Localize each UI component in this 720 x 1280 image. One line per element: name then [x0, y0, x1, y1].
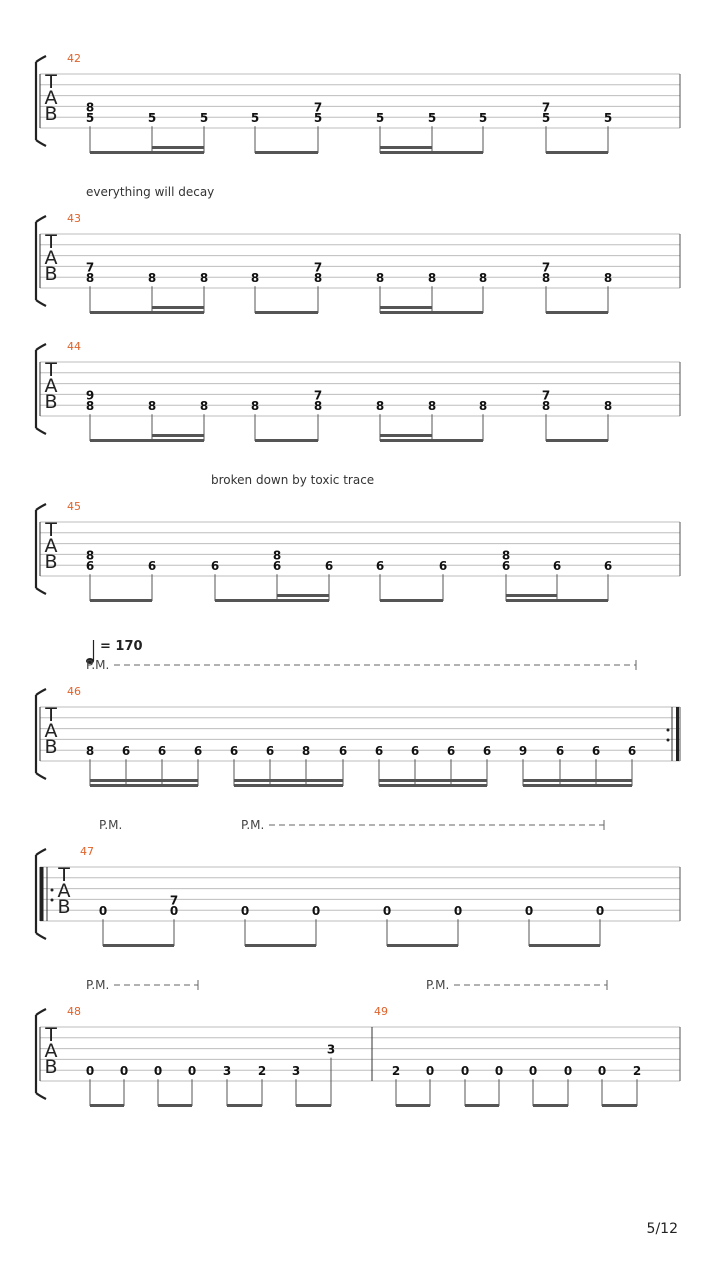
fret-number: 6	[410, 744, 420, 759]
repeat-dot	[51, 899, 54, 902]
beam	[234, 784, 343, 787]
fret-number: 6	[375, 559, 385, 574]
fret-number: 7	[313, 100, 323, 115]
tab-clef-letter: B	[44, 551, 58, 573]
beam	[506, 599, 608, 602]
fret-number: 8	[375, 271, 385, 286]
fret-number: 6	[338, 744, 348, 759]
tab-clef-letter: A	[44, 1040, 58, 1062]
fret-number: 8	[85, 399, 95, 414]
fret-number: 5	[427, 111, 437, 126]
fret-number: 6	[229, 744, 239, 759]
fret-number: 8	[603, 271, 613, 286]
fret-number: 5	[313, 111, 323, 126]
fret-number: 0	[528, 1064, 538, 1079]
lyric-line: everything will decay	[86, 185, 215, 199]
tab-clef-letter: T	[45, 71, 57, 93]
beam	[506, 594, 557, 597]
fret-number: 9	[518, 744, 528, 759]
beam	[380, 434, 432, 437]
beam	[602, 1104, 637, 1107]
tab-clef-letter: A	[44, 87, 58, 109]
beam	[255, 311, 318, 314]
fret-number: 3	[326, 1042, 336, 1057]
palm-mute-label: P.M.	[86, 658, 110, 672]
fret-number: 6	[555, 744, 565, 759]
palm-mute-label: P.M.	[99, 818, 123, 832]
fret-number: 6	[121, 744, 131, 759]
measure-number: 46	[67, 685, 81, 698]
fret-number: 5	[85, 111, 95, 126]
fret-number: 8	[250, 271, 260, 286]
beam	[90, 311, 204, 314]
fret-number: 6	[374, 744, 384, 759]
beam	[523, 784, 632, 787]
fret-number: 8	[478, 271, 488, 286]
fret-number: 0	[460, 1064, 470, 1079]
tab-clef-letter: T	[45, 519, 57, 541]
beam	[296, 1104, 331, 1107]
fret-number: 2	[632, 1064, 642, 1079]
beam	[533, 1104, 568, 1107]
measure-number: 42	[67, 52, 81, 65]
fret-number: 8	[313, 271, 323, 286]
beam	[227, 1104, 262, 1107]
beam	[103, 944, 174, 947]
fret-number: 0	[595, 904, 605, 919]
fret-number: 0	[425, 1064, 435, 1079]
fret-number: 8	[85, 271, 95, 286]
beam	[90, 1104, 124, 1107]
tab-clef-letter: A	[44, 375, 58, 397]
fret-number: 7	[313, 260, 323, 275]
fret-number: 9	[85, 388, 95, 403]
fret-number: 5	[478, 111, 488, 126]
palm-mute-label: P.M.	[86, 978, 110, 992]
beam	[380, 311, 483, 314]
palm-mute-label: P.M.	[426, 978, 450, 992]
beam	[546, 151, 608, 154]
fret-number: 3	[222, 1064, 232, 1079]
repeat-dot	[51, 889, 54, 892]
fret-number: 8	[85, 548, 95, 563]
fret-number: 5	[603, 111, 613, 126]
fret-number: 7	[85, 260, 95, 275]
beam	[380, 151, 483, 154]
fret-number: 8	[199, 271, 209, 286]
fret-number: 6	[446, 744, 456, 759]
beam	[380, 306, 432, 309]
beam	[152, 306, 204, 309]
fret-number: 8	[603, 399, 613, 414]
fret-number: 8	[147, 399, 157, 414]
beam	[158, 1104, 192, 1107]
beam	[90, 439, 204, 442]
fret-number: 8	[541, 399, 551, 414]
fret-number: 7	[541, 100, 551, 115]
fret-number: 6	[193, 744, 203, 759]
fret-number: 6	[591, 744, 601, 759]
tab-clef-letter: B	[44, 263, 58, 285]
fret-number: 6	[627, 744, 637, 759]
measure-number: 48	[67, 1005, 81, 1018]
fret-number: 0	[153, 1064, 163, 1079]
fret-number: 6	[85, 559, 95, 574]
fret-number: 8	[250, 399, 260, 414]
beam	[379, 779, 487, 782]
fret-number: 8	[427, 271, 437, 286]
fret-number: 6	[501, 559, 511, 574]
fret-number: 8	[147, 271, 157, 286]
repeat-end-bar	[676, 707, 679, 761]
fret-number: 8	[478, 399, 488, 414]
tab-clef-letter: A	[44, 247, 58, 269]
tab-clef-letter: B	[57, 896, 71, 918]
tempo-value: = 170	[100, 639, 143, 654]
fret-number: 5	[147, 111, 157, 126]
beam	[152, 434, 204, 437]
fret-number: 0	[187, 1064, 197, 1079]
palm-mute-label: P.M.	[241, 818, 265, 832]
beam	[245, 944, 316, 947]
fret-number: 5	[541, 111, 551, 126]
fret-number: 8	[313, 399, 323, 414]
fret-number: 0	[169, 904, 179, 919]
fret-number: 6	[552, 559, 562, 574]
fret-number: 0	[240, 904, 250, 919]
fret-number: 6	[272, 559, 282, 574]
tab-clef-letter: A	[44, 720, 58, 742]
fret-number: 3	[291, 1064, 301, 1079]
fret-number: 6	[210, 559, 220, 574]
fret-number: 6	[157, 744, 167, 759]
beam	[255, 439, 318, 442]
repeat-start-bar	[40, 867, 44, 921]
beam	[380, 439, 483, 442]
fret-number: 5	[375, 111, 385, 126]
fret-number: 6	[324, 559, 334, 574]
beam	[90, 599, 152, 602]
tab-clef-letter: B	[44, 1056, 58, 1078]
repeat-dot	[667, 729, 670, 732]
beam	[546, 311, 608, 314]
beam	[396, 1104, 430, 1107]
fret-number: 8	[375, 399, 385, 414]
fret-number: 7	[541, 388, 551, 403]
tab-clef-letter: T	[45, 359, 57, 381]
fret-number: 5	[250, 111, 260, 126]
fret-number: 0	[453, 904, 463, 919]
beam	[90, 151, 204, 154]
fret-number: 5	[199, 111, 209, 126]
fret-number: 8	[85, 744, 95, 759]
fret-number: 2	[391, 1064, 401, 1079]
beam	[380, 599, 443, 602]
tab-clef-letter: T	[45, 1024, 57, 1046]
fret-number: 8	[501, 548, 511, 563]
tab-clef-letter: T	[45, 231, 57, 253]
beam	[277, 594, 329, 597]
tab-clef-letter: B	[44, 736, 58, 758]
beam	[215, 599, 329, 602]
beam	[387, 944, 458, 947]
fret-number: 0	[382, 904, 392, 919]
fret-number: 8	[301, 744, 311, 759]
tab-clef-letter: T	[45, 704, 57, 726]
beam	[152, 146, 204, 149]
repeat-dot	[667, 739, 670, 742]
tab-clef-letter: B	[44, 391, 58, 413]
tab-clef-letter: T	[58, 864, 70, 886]
fret-number: 6	[147, 559, 157, 574]
measure-number: 47	[80, 845, 94, 858]
fret-number: 8	[541, 271, 551, 286]
fret-number: 0	[119, 1064, 129, 1079]
fret-number: 7	[541, 260, 551, 275]
fret-number: 8	[272, 548, 282, 563]
fret-number: 0	[524, 904, 534, 919]
fret-number: 7	[169, 893, 179, 908]
fret-number: 0	[563, 1064, 573, 1079]
tab-clef-letter: A	[57, 880, 71, 902]
beam	[90, 784, 198, 787]
beam	[546, 439, 608, 442]
fret-number: 8	[199, 399, 209, 414]
fret-number: 0	[98, 904, 108, 919]
lyric-line: broken down by toxic trace	[211, 473, 375, 487]
fret-number: 0	[597, 1064, 607, 1079]
fret-number: 8	[427, 399, 437, 414]
beam	[90, 779, 198, 782]
page-number: 5/12	[646, 1221, 678, 1237]
fret-number: 7	[313, 388, 323, 403]
beam	[379, 784, 487, 787]
fret-number: 6	[603, 559, 613, 574]
measure-number: 43	[67, 212, 81, 225]
fret-number: 0	[311, 904, 321, 919]
measure-number: 49	[374, 1005, 388, 1018]
beam	[529, 944, 600, 947]
fret-number: 0	[494, 1064, 504, 1079]
measure-number: 45	[67, 500, 81, 513]
beam	[380, 146, 432, 149]
fret-number: 0	[85, 1064, 95, 1079]
fret-number: 6	[438, 559, 448, 574]
beam	[465, 1104, 499, 1107]
measure-number: 44	[67, 340, 81, 353]
beam	[523, 779, 632, 782]
fret-number: 6	[265, 744, 275, 759]
fret-number: 6	[482, 744, 492, 759]
fret-number: 8	[85, 100, 95, 115]
fret-number: 2	[257, 1064, 267, 1079]
tab-clef-letter: A	[44, 535, 58, 557]
tab-clef-letter: B	[44, 103, 58, 125]
beam	[255, 151, 318, 154]
beam	[234, 779, 343, 782]
